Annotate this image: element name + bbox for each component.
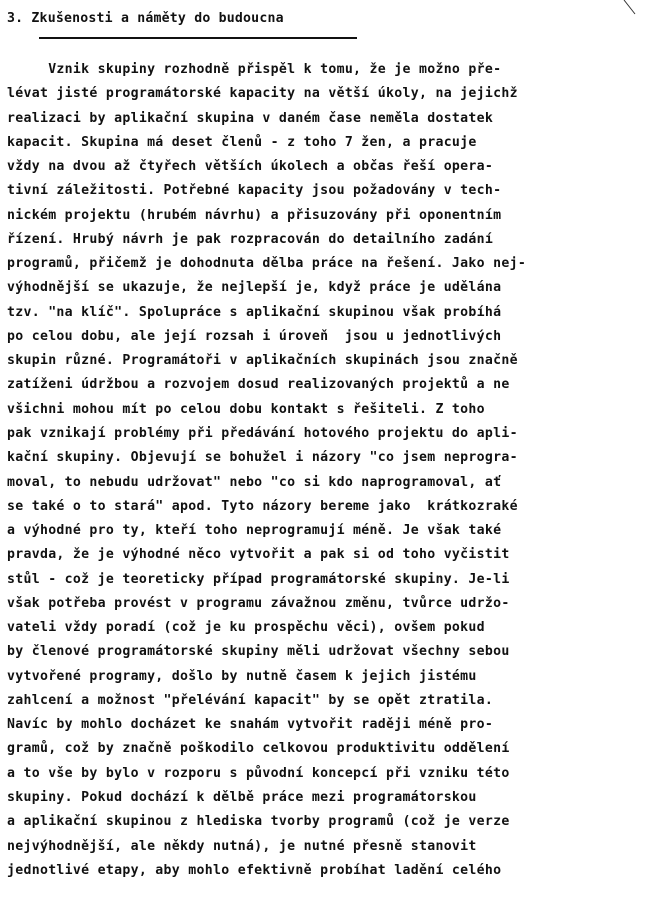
text-line: skupin různé. Programátoři v aplikačních skupinách jsou značně bbox=[7, 353, 518, 369]
text-line: moval, to nebudu udržovat" nebo "co si kdo naprogramoval, ať bbox=[7, 474, 502, 490]
text-line: programů, přičemž je dohodnuta dělba práce na řešení. Jako nej- bbox=[7, 256, 527, 272]
text-line: pravda, že je výhodné něco vytvořit a pak si od toho vyčistit bbox=[7, 547, 510, 563]
text-line: nickém projektu (hrubém návrhu) a přisuzovány při oponentním bbox=[7, 207, 502, 223]
text-line: všichni mohou mít po celou dobu kontakt s řešiteli. Z toho bbox=[7, 401, 485, 417]
text-line: zahlcení a možnost "přelévání kapacit" by se opět ztratila. bbox=[7, 692, 494, 708]
text-line: zatíženi údržbou a rozvojem dosud realizovaných projektů a ne bbox=[7, 377, 510, 393]
text-line: Navíc by mohlo docházet ke snahám vytvořit raději méně pro- bbox=[7, 717, 494, 733]
text-line: tzv. "na klíč". Spolupráce s aplikační skupinou však probíhá bbox=[7, 304, 502, 320]
text-line: Vznik skupiny rozhodně přispěl k tomu, že je možno pře- bbox=[7, 62, 502, 77]
text-line: a aplikační skupinou z hlediska tvorby programů (což je verze bbox=[7, 814, 510, 830]
text-line: se také o to stará" apod. Tyto názory bereme jako krátkozraké bbox=[7, 498, 518, 514]
text-line: nejvýhodnější, ale někdy nutná), je nutné přesně stanovit bbox=[7, 838, 477, 854]
stray-pen-mark bbox=[622, 0, 638, 16]
text-line: gramů, což by značně poškodilo celkovou produktivitu oddělení bbox=[7, 741, 510, 757]
text-line: kační skupiny. Objevují se bohužel i názory "co jsem neprogra- bbox=[7, 450, 518, 466]
text-line: vateli vždy poradí (což je ku prospěchu věci), ovšem pokud bbox=[7, 620, 485, 636]
text-line: jednotlivé etapy, aby mohlo efektivně probíhat ladění celého bbox=[7, 862, 502, 878]
body-paragraph bbox=[7, 58, 647, 883]
text-line: a výhodné pro ty, kteří toho neprogramují méně. Je však také bbox=[7, 523, 502, 539]
text-line: lévat jisté programátorské kapacity na větší úkoly, na jejichž bbox=[7, 86, 518, 102]
text-line: by členové programátorské skupiny měli udržovat všechny sebou bbox=[7, 644, 510, 660]
text-line: tivní záležitosti. Potřebné kapacity jsou požadovány v tech- bbox=[7, 183, 502, 199]
section-heading-block bbox=[7, 4, 647, 32]
text-line: vytvořené programy, došlo by nutně časem k jejich jistému bbox=[7, 668, 477, 684]
text-line: skupiny. Pokud dochází k dělbě práce mezi programátorskou bbox=[7, 789, 477, 805]
text-line: stůl - což je teoreticky případ programátorské skupiny. Je-li bbox=[7, 571, 510, 587]
heading-underline bbox=[39, 37, 357, 39]
text-line: po celou dobu, ale její rozsah i úroveň jsou u jednotlivých bbox=[7, 328, 502, 344]
text-line: výhodnější se ukazuje, že nejlepší je, když práce je udělána bbox=[7, 280, 502, 296]
text-line: však potřeba provést v programu závažnou změnu, tvůrce udržo- bbox=[7, 595, 510, 611]
text-line: pak vznikají problémy při předávání hotového projektu do apli- bbox=[7, 425, 518, 441]
text-line: realizaci by aplikační skupina v daném čase neměla dostatek bbox=[7, 110, 494, 126]
section-heading: 3. Zkušenosti a náměty do budoucna bbox=[7, 11, 284, 26]
text-line: řízení. Hrubý návrh je pak rozpracován do detailního zadání bbox=[7, 231, 494, 247]
text-line: kapacit. Skupina má deset členů - z toho 7 žen, a pracuje bbox=[7, 134, 477, 150]
text-line: a to vše by bylo v rozporu s původní koncepcí při vzniku této bbox=[7, 765, 510, 781]
text-line: vždy na dvou až čtyřech větších úkolech a občas řeší opera- bbox=[7, 159, 494, 175]
